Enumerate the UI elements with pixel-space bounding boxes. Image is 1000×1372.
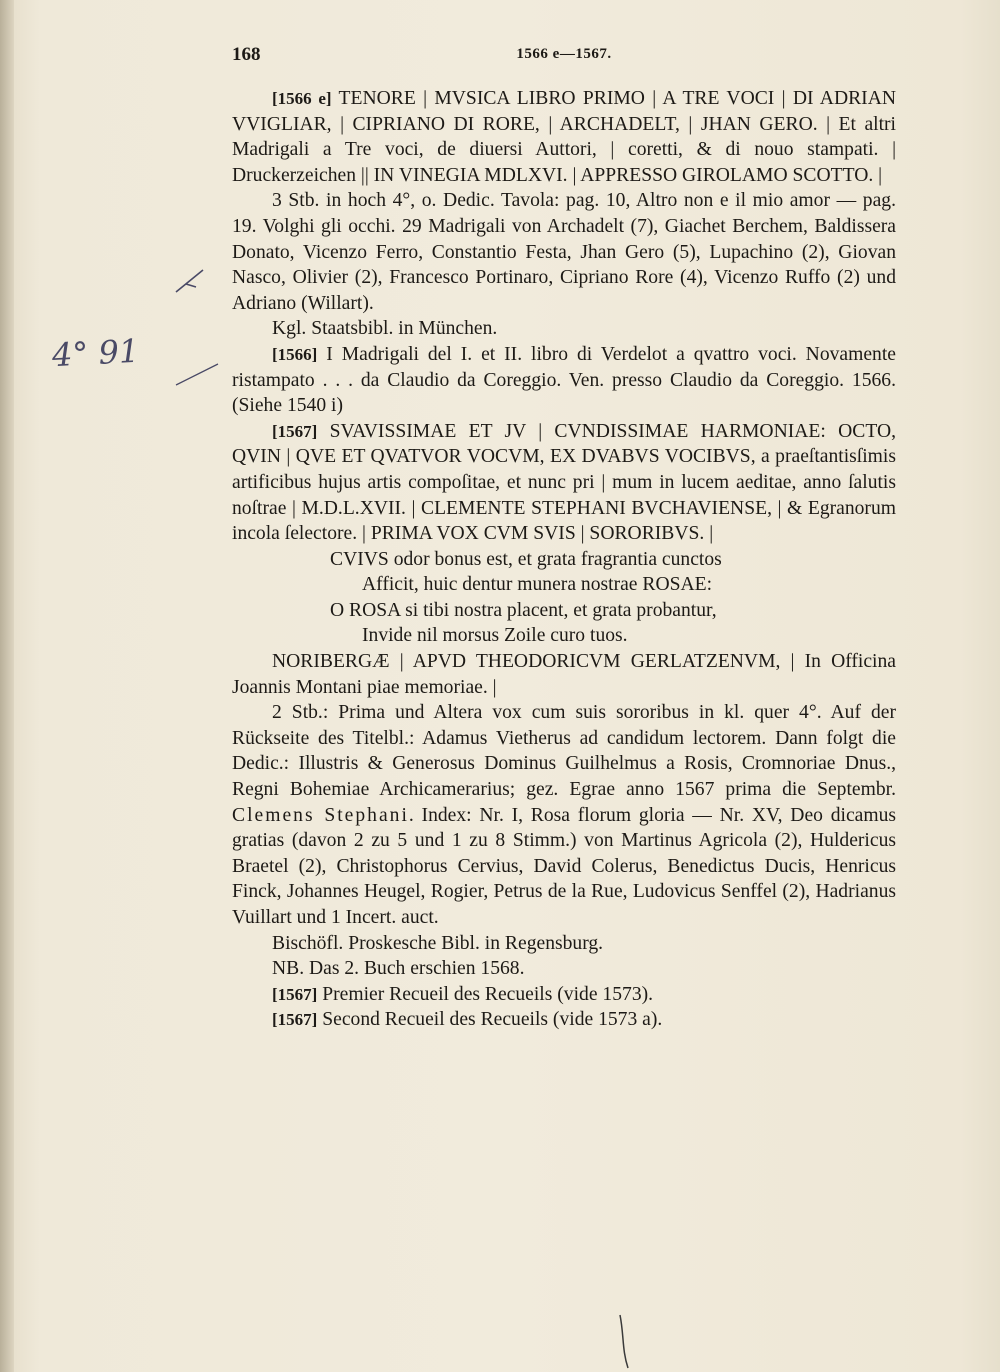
entry-label: [1566 e]: [272, 89, 332, 108]
margin-handwritten-note: 4° 91: [51, 331, 141, 375]
verse-line-4: Invide nil morsus Zoile curo tuos.: [362, 625, 628, 647]
entry-1567-premier: [232, 982, 896, 1008]
verse-line-2: Afficit, huic dentur munera nostrae ROSAE:: [362, 574, 713, 596]
description-text-cont: . Index: Nr. I, Rosa florum gloria — Nr. XV, Deo dicamus gratias (davon 2 zu 5 und 1 zu 8 Stimm.) von Martinus Agricola (2), Huldericus Braetel (2), Christophorus Cervius, David Colerus, Benedictus Ducis, Henricus Finck, Johannes Heugel, Rogier, Petrus de la Rue, Ludovicus Senffel (2), Hadrianus Vuillart und 1 Incert. auct.: [232, 804, 896, 928]
entry-1567-second: [232, 1007, 896, 1033]
entry-1566e-description: 3 Stb. in hoch 4°, o. Dedic. Tavola: pag. 10, Altro non e il mio amor — pag. 19. Volghi gli occhi. 29 Madrigali von Archadelt (7), Giachet Berchem, Baldissera Donato, Vicenzo Ferro, Constantio Festa, Jhan Gero (5), Lupachino (2), Giovan Nasco, Olivier (2), Francesco Portinaro, Cipriano Rore (4), Vicenzo Ruffo (2) und Adriano (Willart).: [232, 190, 896, 314]
spaced-name: Clemens Stephani: [232, 804, 409, 826]
entry-1567-note: NB. Das 2. Buch erschien 1568.: [272, 958, 525, 980]
verse-line-3: O ROSA si tibi nostra placent, et grata probantur,: [330, 599, 717, 621]
verse-line-1: CVIVS odor bonus est, et grata fragrantia cunctos: [330, 548, 722, 570]
entry-1566e-library: Kgl. Staatsbibl. in München.: [272, 318, 498, 340]
page-body: [232, 86, 896, 1033]
description-text: 2 Stb.: Prima und Altera vox cum suis sororibus in kl. quer 4°. Auf der Rückseite des Titelbl.: Adamus Vietherus ad candidum lectorem. Dann folgt die Dedic.: Illustris & Generosus Dominus Guilhelmus a Rosis, Cromnoriae Dnus., Regni Bohemiae Archicamerarius; gez. Egrae anno 1567 prima die Septembr.: [232, 702, 896, 801]
entry-text: SVAVISSIMAE ET JV | CVNDISSIMAE HARMONIAE: OCTO, QVIN | QVE ET QVATVOR VOCVM, EX DVABVS VOCIBVS, a praeſtantisſimis artificibus hujus artis compoſitae, et nunc pri | mum in lucem aeditae, anno ſalutis noſtrae | M.D.L.XVII. | CLEMENTE STEPHANI BVCHAVIENSE, | & Egranorum incola ſelectore. | PRIMA VOX CVM SVIS | SORORIBVS. |: [232, 420, 896, 545]
pencil-mark-one: [176, 270, 203, 292]
entry-text: I Madrigali del I. et II. libro di Verdelot a qvattro voci. Novamente ristampato . . . da Claudio da Coreggio. Ven. presso Claudio da Coreggio. 1566. (Siehe 1540 i): [232, 343, 896, 417]
entry-text: Premier Recueil des Recueils (vide 1573).: [317, 983, 654, 1005]
pencil-mark-two: [176, 364, 218, 385]
entry-1567-description: [232, 700, 896, 930]
entry-1567-imprint: NORIBERGÆ | APVD THEODORICVM GERLATZENVM, | In Officina Joannis Montani piae memoriae. |: [232, 651, 896, 698]
ink-stroke: [620, 1315, 628, 1368]
entry-1566-title: [232, 342, 896, 419]
entry-text: TENORE | MVSICA LIBRO PRIMO | A TRE VOCI | DI ADRIAN VVIGLIAR, | CIPRIANO DI RORE, | ARCHADELT, | JHAN GERO. | Et altri Madrigali a Tre voci, de diuersi Auttori, | coretti, & di nouo stampati. | Druckerzeichen || IN VINEGIA MDLXVI. | APPRESSO GIROLAMO SCOTTO. |: [232, 88, 896, 186]
entry-1567-title: [232, 419, 896, 547]
entry-1567-library: Bischöfl. Proskesche Bibl. in Regensburg.: [272, 932, 604, 954]
entry-label: [1567]: [272, 984, 318, 1004]
entry-text: Second Recueil des Recueils (vide 1573 a).: [317, 1009, 663, 1031]
entry-label: [1567]: [272, 421, 318, 441]
entry-label: [1566]: [272, 344, 318, 364]
entry-1566e-title: [232, 86, 896, 188]
header-range: 1566 e—1567.: [516, 46, 612, 62]
page-number: 168: [232, 44, 261, 65]
entry-label: [1567]: [272, 1010, 318, 1030]
running-header: [232, 44, 896, 72]
